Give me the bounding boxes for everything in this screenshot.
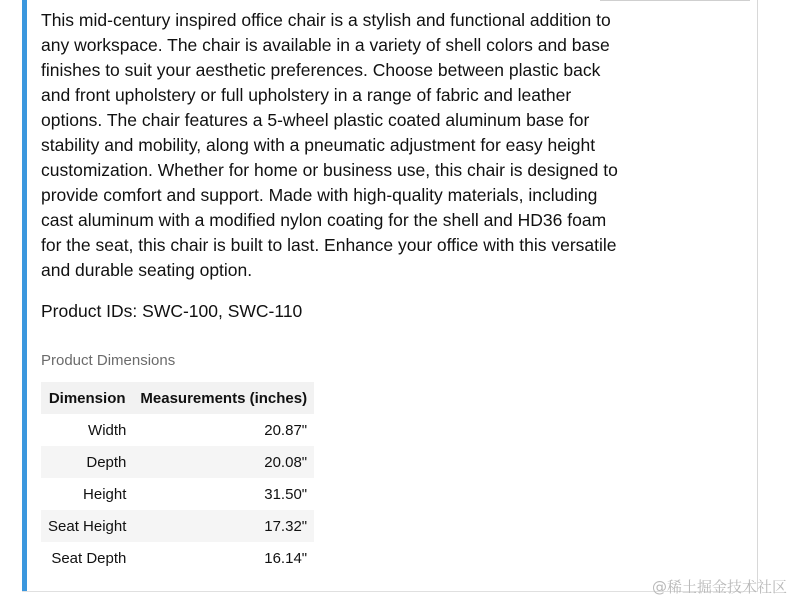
product-description: This mid-century inspired office chair is a stylish and functional addition to any workspace. The chair is available in a variety of shell colors and base finishes to suit your aesthetic preferences. Choose between plastic back and front upholstery or full upholstery in a range of fabric and leather options. The chair features a 5-wheel plastic coated aluminum base for stability and mobility, along with a pneumatic adjustment for easy height customization. Whether for home or business use, this chair is designed to provide comfort and support. Made with high-quality materials, including cast aluminum with a modified nylon coating for the shell and HD36 foam for the seat, this chair is built to last. Enhance your office with this versatile and durable seating option. xyxy=(41,10,618,280)
dimension-name: Seat Height xyxy=(41,510,133,542)
dimension-name: Width xyxy=(88,421,127,439)
table-row xyxy=(41,446,314,478)
watermark: @稀土掘金技术社区 xyxy=(651,578,787,596)
product-ids: Product IDs: SWC-100, SWC-110 xyxy=(41,301,303,321)
card-right-edge xyxy=(757,0,758,592)
dimension-value: 16.14" xyxy=(264,549,308,567)
dimension-value: 31.50" xyxy=(264,485,308,503)
dimension-name: Seat Depth xyxy=(51,549,127,567)
dimensions-table xyxy=(41,382,314,574)
table-row xyxy=(41,510,314,542)
table-row xyxy=(41,478,314,510)
table-header-row xyxy=(41,382,314,414)
dimension-value: 17.32" xyxy=(133,510,314,542)
dimension-name: Height xyxy=(83,485,127,503)
dimensions-title: Product Dimensions xyxy=(41,352,176,369)
table-row xyxy=(41,414,314,446)
dimension-column-header: Dimension xyxy=(41,382,133,414)
dimension-value: 20.87" xyxy=(264,421,308,439)
bottom-divider xyxy=(22,591,758,592)
dimension-name: Depth xyxy=(41,446,133,478)
dimension-value: 20.08" xyxy=(133,446,314,478)
product-details-card xyxy=(22,0,757,591)
table-row xyxy=(41,542,314,574)
measurement-column-header: Measurements (inches) xyxy=(133,382,314,414)
product-content xyxy=(41,8,631,574)
